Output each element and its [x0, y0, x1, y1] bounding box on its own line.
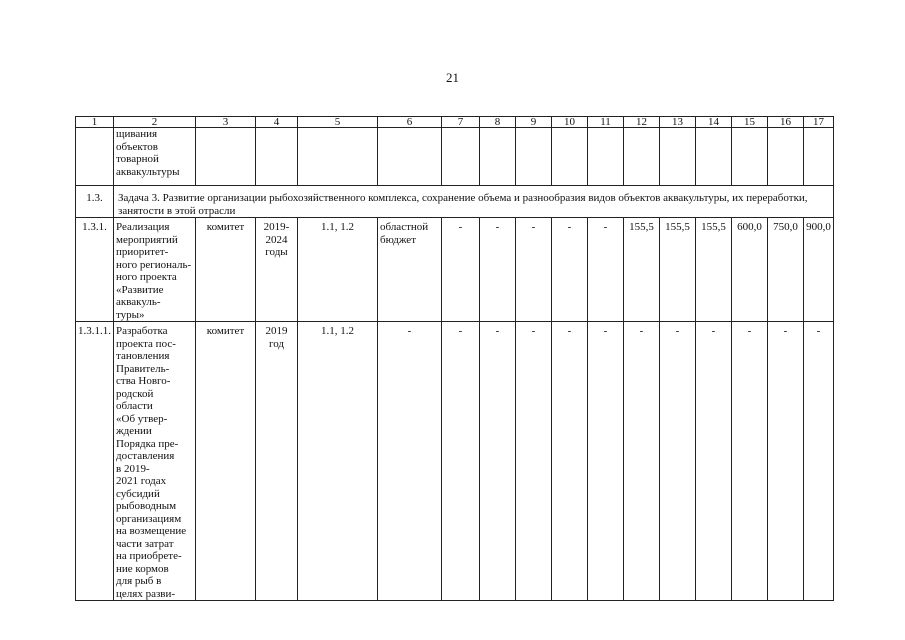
- value-cell: -: [516, 322, 552, 601]
- value-cell: -: [660, 322, 696, 601]
- value-cell: 155,5: [696, 218, 732, 322]
- table-row-measure: [76, 322, 834, 601]
- value-cell: 155,5: [624, 218, 660, 322]
- header-cell: 2: [114, 117, 196, 128]
- header-cell: 12: [624, 117, 660, 128]
- value-cell: -: [516, 218, 552, 322]
- task-text-cell: Задача 3. Развитие организации рыбохозяйственного комплекса, сохранение объема и разнообразия видов объектов аквакультуры, их переработки, занятости в этой отрасли: [114, 186, 834, 218]
- value-cell: -: [480, 322, 516, 601]
- value-cell: -: [552, 218, 588, 322]
- header-cell: 8: [480, 117, 516, 128]
- value-cell: 600,0: [732, 218, 768, 322]
- measure-name-cell: Реализация мероприятий приоритет- ного региональ- ного проекта «Развитие аквакуль- туры»: [114, 218, 196, 322]
- executor-cell: комитет: [196, 322, 256, 601]
- period-cell: 2019 год: [256, 322, 298, 601]
- value-cell: 900,0: [804, 218, 834, 322]
- header-cell: 17: [804, 117, 834, 128]
- measure-name-cell: Разработка проекта пос- тановления Правитель- ства Новго- родской области «Об утвер- ждении Порядка пре- доставления в 2019- 2021 годах субсидий рыбоводным организациям на возмещение части затрат на приобрете- ние кормов для рыб в целях разви-: [114, 322, 196, 601]
- header-cell: 13: [660, 117, 696, 128]
- value-cell: -: [804, 322, 834, 601]
- row-number-cell: 1.3.1.: [76, 218, 114, 322]
- measure-name-cell: щивания объектов товарной аквакультуры: [114, 128, 196, 186]
- header-cell: 5: [298, 117, 378, 128]
- value-cell: -: [588, 322, 624, 601]
- value-cell: 155,5: [660, 218, 696, 322]
- value-cell: -: [732, 322, 768, 601]
- header-cell: 15: [732, 117, 768, 128]
- value-cell: -: [442, 322, 480, 601]
- data-table: [75, 116, 834, 601]
- value-cell: -: [480, 218, 516, 322]
- source-cell: областной бюджет: [378, 218, 442, 322]
- page-number: 21: [446, 70, 459, 85]
- value-cell: -: [552, 322, 588, 601]
- header-cell: 10: [552, 117, 588, 128]
- table-row-measure: [76, 218, 834, 322]
- indicators-cell: 1.1, 1.2: [298, 322, 378, 601]
- header-cell: 1: [76, 117, 114, 128]
- row-number-cell: 1.3.1.1.: [76, 322, 114, 601]
- value-cell: -: [696, 322, 732, 601]
- header-cell: 6: [378, 117, 442, 128]
- table-row-task: [76, 186, 834, 218]
- header-cell: 11: [588, 117, 624, 128]
- header-cell: 7: [442, 117, 480, 128]
- header-cell: 14: [696, 117, 732, 128]
- period-cell: 2019- 2024 годы: [256, 218, 298, 322]
- value-cell: -: [588, 218, 624, 322]
- header-cell: 16: [768, 117, 804, 128]
- table-row-continuation: [76, 128, 834, 186]
- header-cell: 9: [516, 117, 552, 128]
- value-cell: -: [768, 322, 804, 601]
- executor-cell: комитет: [196, 218, 256, 322]
- source-cell: -: [378, 322, 442, 601]
- header-row: [76, 117, 834, 128]
- task-number-cell: 1.3.: [76, 186, 114, 218]
- value-cell: 750,0: [768, 218, 804, 322]
- header-cell: 4: [256, 117, 298, 128]
- value-cell: -: [442, 218, 480, 322]
- indicators-cell: 1.1, 1.2: [298, 218, 378, 322]
- header-cell: 3: [196, 117, 256, 128]
- value-cell: -: [624, 322, 660, 601]
